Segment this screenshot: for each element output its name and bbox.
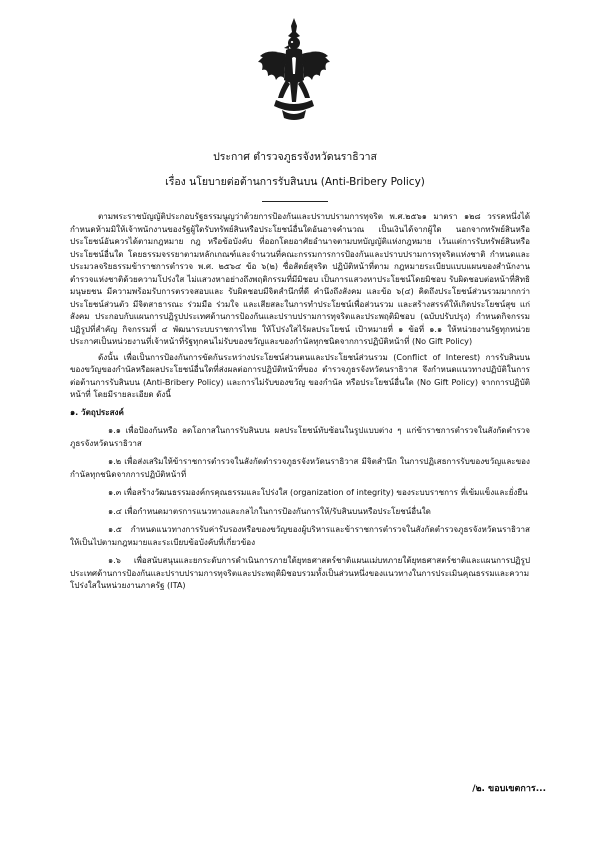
garuda-emblem-icon [256,18,332,122]
objective-item: ๑.๔ เพื่อกำหนดมาตรการแนวทางและกลไกในการป้องกันการให้/รับสินบนหรือประโยชน์อื่นใด [108,505,431,516]
header-divider [262,201,328,202]
announcement-subject: เรื่อง นโยบายต่อต้านการรับสินบน (Anti-Bribery Policy) [165,176,425,188]
objective-item: ๑.๑ เพื่อป้องกันหรือ ลดโอกาสในการรับสินบน ผลประโยชน์ทับซ้อนในรูปแบบต่าง ๆ แก่ข้าราชการตำรวจในสังกัดตำรวจภูธรจังหวัดนราธิวาส [70,425,530,448]
paragraph-policy-statement: ดังนั้น เพื่อเป็นการป้องกันการขัดกันระหว่างประโยชน์ส่วนตนและประโยชน์ส่วนรวม (Conflict of Interest) การรับสินบนของขวัญของกำนัลหรือผลประโยชน์อื่นใดที่ส่งผลต่อการปฏิบัติหน้าที่ของ ตำรวจภูธรจังหวัดนราธิวาส จึงกำหนดแนวทางปฏิบัติในการต่อต้านการรับสินบน (Anti-Bribery Policy) และการไม่รับของขวัญ ของกำนัล หรือประโยชน์อื่นใด (No Gift Policy) จากการปฏิบัติหน้าที่ โดยมีรายละเอียด ดังนี้ [70,351,530,399]
announcement-title: ประกาศ ตำรวจภูธรจังหวัดนราธิวาส [213,151,377,163]
objective-item: ๑.๓ เพื่อสร้างวัฒนธรรมองค์กรคุณธรรมและโปร่งใส (organization of integrity) ของระบบราชการ ที่เข้มแข็งและยั่งยืน [108,487,528,497]
document-body [70,210,530,598]
objective-item: ๑.๖ เพื่อสนับสนุนและยกระดับการดำเนินการภายใต้ยุทธศาสตร์ชาติแผนแม่บทภายใต้ยุทธศาสตร์ชาติและแผนการปฏิรูปประเทศด้านการป้องกันและปราบปรามการทุจริตและประพฤติมิชอบรวมทั้งเป็นส่วนหนึ่งของแนวทางในการประเมินคุณธรรมและความโปร่งใสในหน่วยงานภาครัฐ (ITA) [70,555,530,590]
paragraph-legal-basis: ตามพระราชบัญญัติประกอบรัฐธรรมนูญว่าด้วยการป้องกันและปราบปรามการทุจริต พ.ศ.๒๕๖๑ มาตรา ๑๒๘ วรรคหนึ่งได้กำหนดห้ามมิให้เจ้าพนักงานของรัฐผู้ใดรับทรัพย์สินหรือประโยชน์อื่นใดอันอาจคำนวณ เป็นเงินได้จากผู้ใด นอกจากทรัพย์สินหรือประโยชน์อันควรได้ตามกฎหมาย กฎ หรือข้อบังคับ ที่ออกโดยอาศัยอำนาจตามบทบัญญัติแห่งกฎหมาย เว้นแต่การรับทรัพย์สินหรือประโยชน์อื่นใด โดยธรรมจรรยาตามหลักเกณฑ์และจำนวนที่คณะกรรมการการป้องกันและปราบปรามการทุจริตแห่งชาติ กำหนดและประมวลจริยธรรมข้าราชการตำรวจ พ.ศ. ๒๕๖๔ ข้อ ๖(๒) ซื่อสัตย์สุจริต ปฏิบัติหน้าที่ตาม กฎหมายระเบียบแบบแผนของสำนักงานตำรวจแห่งชาติด้วยความโปร่งใส ไม่แสวงหาอย่างถึงพฤติกรรมที่มีมิชอบ เป็นการแสวงหาประโยชน์โดยมิชอบ รับผิดชอบต่อหน้าที่สิทธิมนุษยชน มีความพร้อมรับการตรวจสอบและ รับผิดชอบมีจิตสำนึกที่ดี คำนึงถึงสังคม และข้อ ๖(๔) คิดถึงประโยชน์ส่วนรวมมากกว่าประโยชน์ส่วนตัว มีจิตสาธารณะ ร่วมมือ ร่วมใจ และเสียสละในการทำประโยชน์เพื่อส่วนรวม และสร้างสรรค์ให้เกิดประโยชน์สุข แก่สังคม ประกอบกับแผนการปฏิรูปประเทศด้านการป้องกันและปราบปรามการทุจริตและประพฤติมิชอบ (ฉบับปรับปรุง) กำหนดกิจกรรมปฏิรูปที่สำคัญ กิจกรรมที่ ๔ พัฒนาระบบราชการไทย ให้โปร่งใสไร้ผลประโยชน์ เป้าหมายที่ ๑ ข้อที่ ๑.๑ ให้หน่วยงานรัฐทุกหน่วยประกาศเป็นหน่วยงานที่เจ้าหน้าที่รัฐทุกคนไม่รับของขวัญและของกำนัลทุกชนิดจากการปฏิบัติหน้าที่ (No Gift Policy) [70,211,530,346]
objective-item: ๑.๒ เพื่อส่งเสริมให้ข้าราชการตำรวจในสังกัดตำรวจภูธรจังหวัดนราธิวาส มีจิตสำนึก ในการปฏิเสธการรับของขวัญและของกำนัลทุกชนิดจากการปฏิบัติหน้าที่ [70,456,530,479]
objective-item: ๑.๕ กำหนดแนวทางการรับค่ารับรองหรือของขวัญของผู้บริหารและข้าราชการตำรวจในสังกัดตำรวจภูธรจังหวัดนราธิวาส ให้เป็นไปตามกฎหมายและระเบียบข้อบังคับที่เกี่ยวข้อง [70,524,530,547]
page-continuation: /๒. ขอบเขตการ... [472,784,546,794]
section-title-objectives: ๑. วัตถุประสงค์ [70,406,124,417]
